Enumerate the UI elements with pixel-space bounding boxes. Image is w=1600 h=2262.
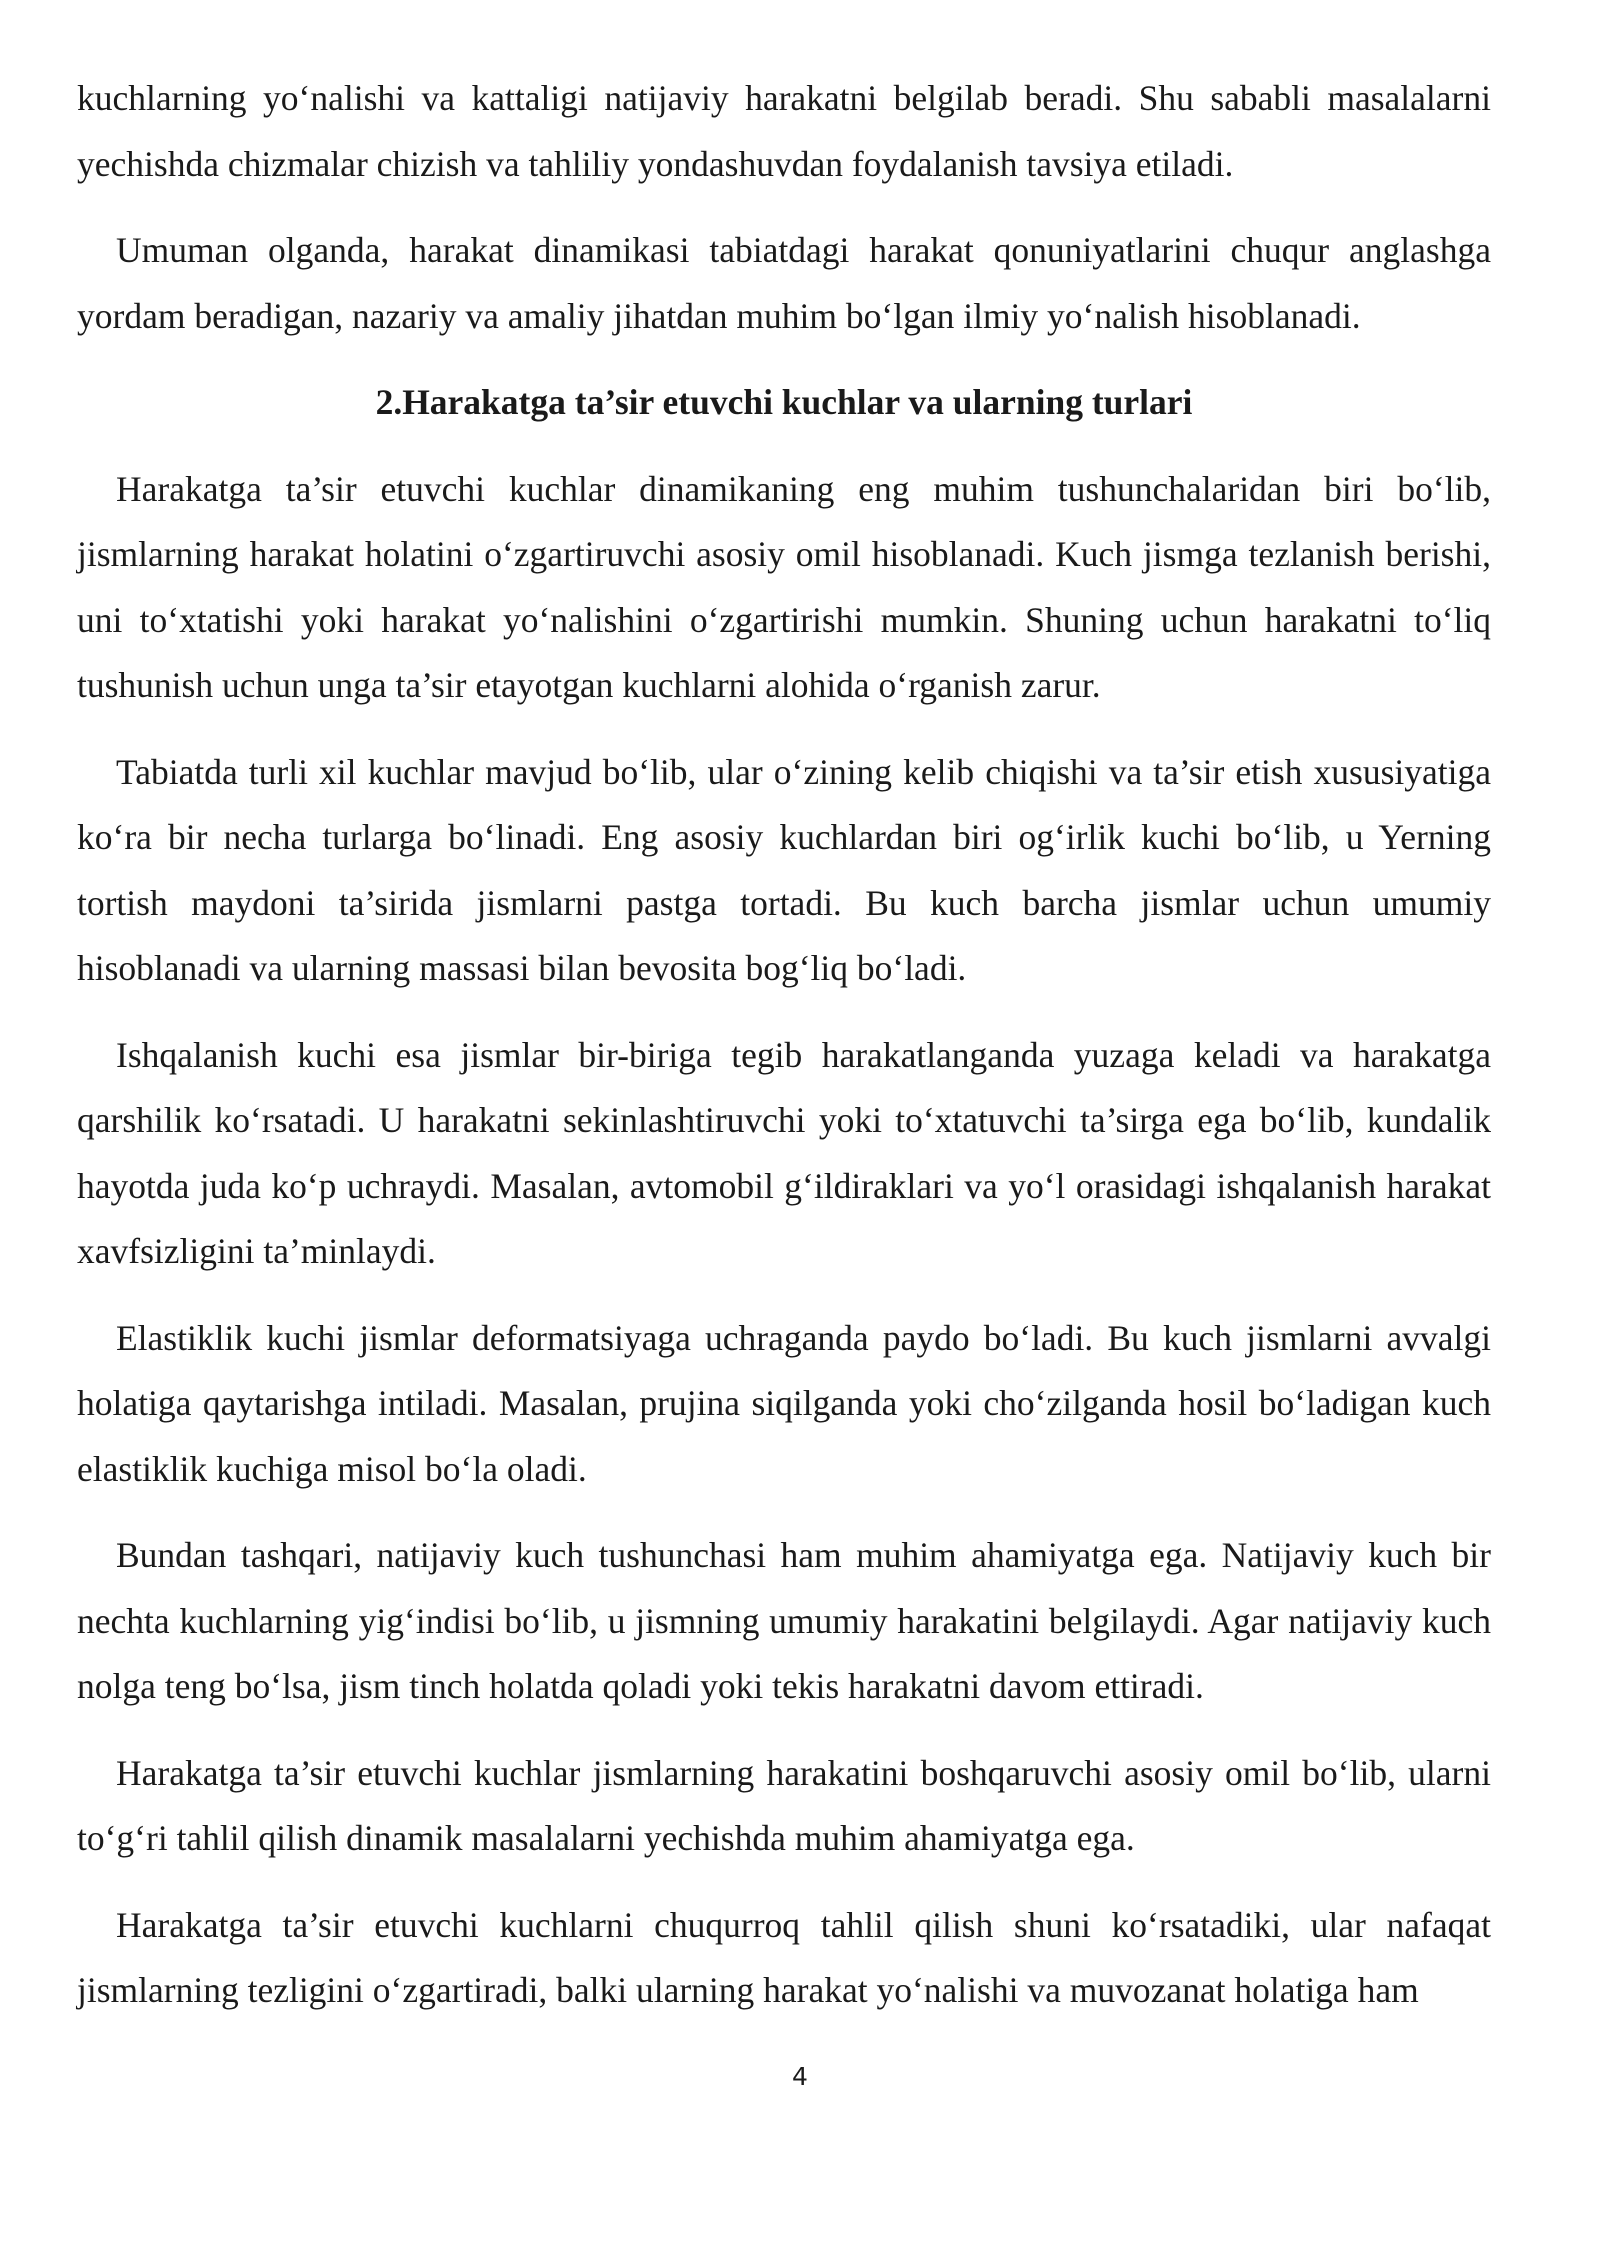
paragraph-summary: Umuman olganda, harakat dinamikasi tabiatdagi harakat qonuniyatlarini chuqur anglashga yordam beradigan, nazariy va amaliy jihatdan muhim bo‘lgan ilmiy yo‘nalish hisoblanadi. [77,230,1491,336]
paragraph-resultant-force: Bundan tashqari, natijaviy kuch tushunchasi ham muhim ahamiyatga ega. Natijaviy kuch bir nechta kuchlarning yig‘indisi bo‘lib, u jismning umumiy harakatini belgilaydi. Agar natijaviy kuch nolga teng bo‘lsa, jism tinch holatda qoladi yoki tekis harakatni davom ettiradi. [77,1535,1491,1706]
page-number: 4 [792,2062,808,2091]
paragraph-friction: Ishqalanish kuchi esa jismlar bir-biriga tegib harakatlanganda yuzaga keladi va harakatga qarshilik ko‘rsatadi. U harakatni sekinlashtiruvchi yoki to‘xtatuvchi ta’sirga ega bo‘lib, kundalik hayotda juda ko‘p uchraydi. Masalan, avtomobil g‘ildiraklari va yo‘l orasidagi ishqalanish harakat xavfsizligini ta’minlaydi. [77,1034,1491,1271]
paragraph-forces-intro: Harakatga ta’sir etuvchi kuchlar dinamikaning eng muhim tushunchalaridan biri bo‘lib, jismlarning harakat holatini o‘zgartiruvchi asosiy omil hisoblanadi. Kuch jismga tezlanish berishi, uni to‘xtatishi yoki harakat yo‘nalishini o‘zgartirishi mumkin. Shuning uchun harakatni to‘liq tushunish uchun unga ta’sir etayotgan kuchlarni alohida o‘rganish zarur. [77,468,1491,705]
paragraph-elasticity: Elastiklik kuchi jismlar deformatsiyaga uchraganda paydo bo‘ladi. Bu kuch jismlarni avvalgi holatiga qaytarishga intiladi. Masalan, prujina siqilganda yoki cho‘zilganda hosil bo‘ladigan kuch elastiklik kuchiga misol bo‘la oladi. [77,1317,1491,1489]
paragraph-deeper-analysis: Harakatga ta’sir etuvchi kuchlarni chuqurroq tahlil qilish shuni ko‘rsatadiki, ular nafaqat jismlarning tezligini o‘zgartiradi, balki ularning harakat yo‘nalishi va muvozanat holatiga ham [77,1904,1491,2010]
paragraph-gravity: Tabiatda turli xil kuchlar mavjud bo‘lib, ular o‘zining kelib chiqishi va ta’sir etish xususiyatiga ko‘ra bir necha turlarga bo‘linadi. Eng asosiy kuchlardan biri og‘irlik kuchi bo‘lib, u Yerning tortish maydoni ta’sirida jismlarni pastga tortadi. Bu kuch barcha jismlar uchun umumiy hisoblanadi va ularning massasi bilan bevosita bog‘liq bo‘ladi. [77,751,1491,988]
paragraph-forces-summary: Harakatga ta’sir etuvchi kuchlar jismlarning harakatini boshqaruvchi asosiy omil bo‘lib, ularni to‘g‘ri tahlil qilish dinamik masalalarni yechishda muhim ahamiyatga ega. [77,1752,1491,1858]
paragraph-continuation: kuchlarning yo‘nalishi va kattaligi natijaviy harakatni belgilab beradi. Shu sababli masalalarni yechishda chizmalar chizish va tahliliy yondashuvdan foydalanish tavsiya etiladi. [77,78,1491,184]
page-body [77,66,1491,2045]
section-heading: 2.Harakatga ta’sir etuvchi kuchlar va ularning turlari [375,382,1193,422]
